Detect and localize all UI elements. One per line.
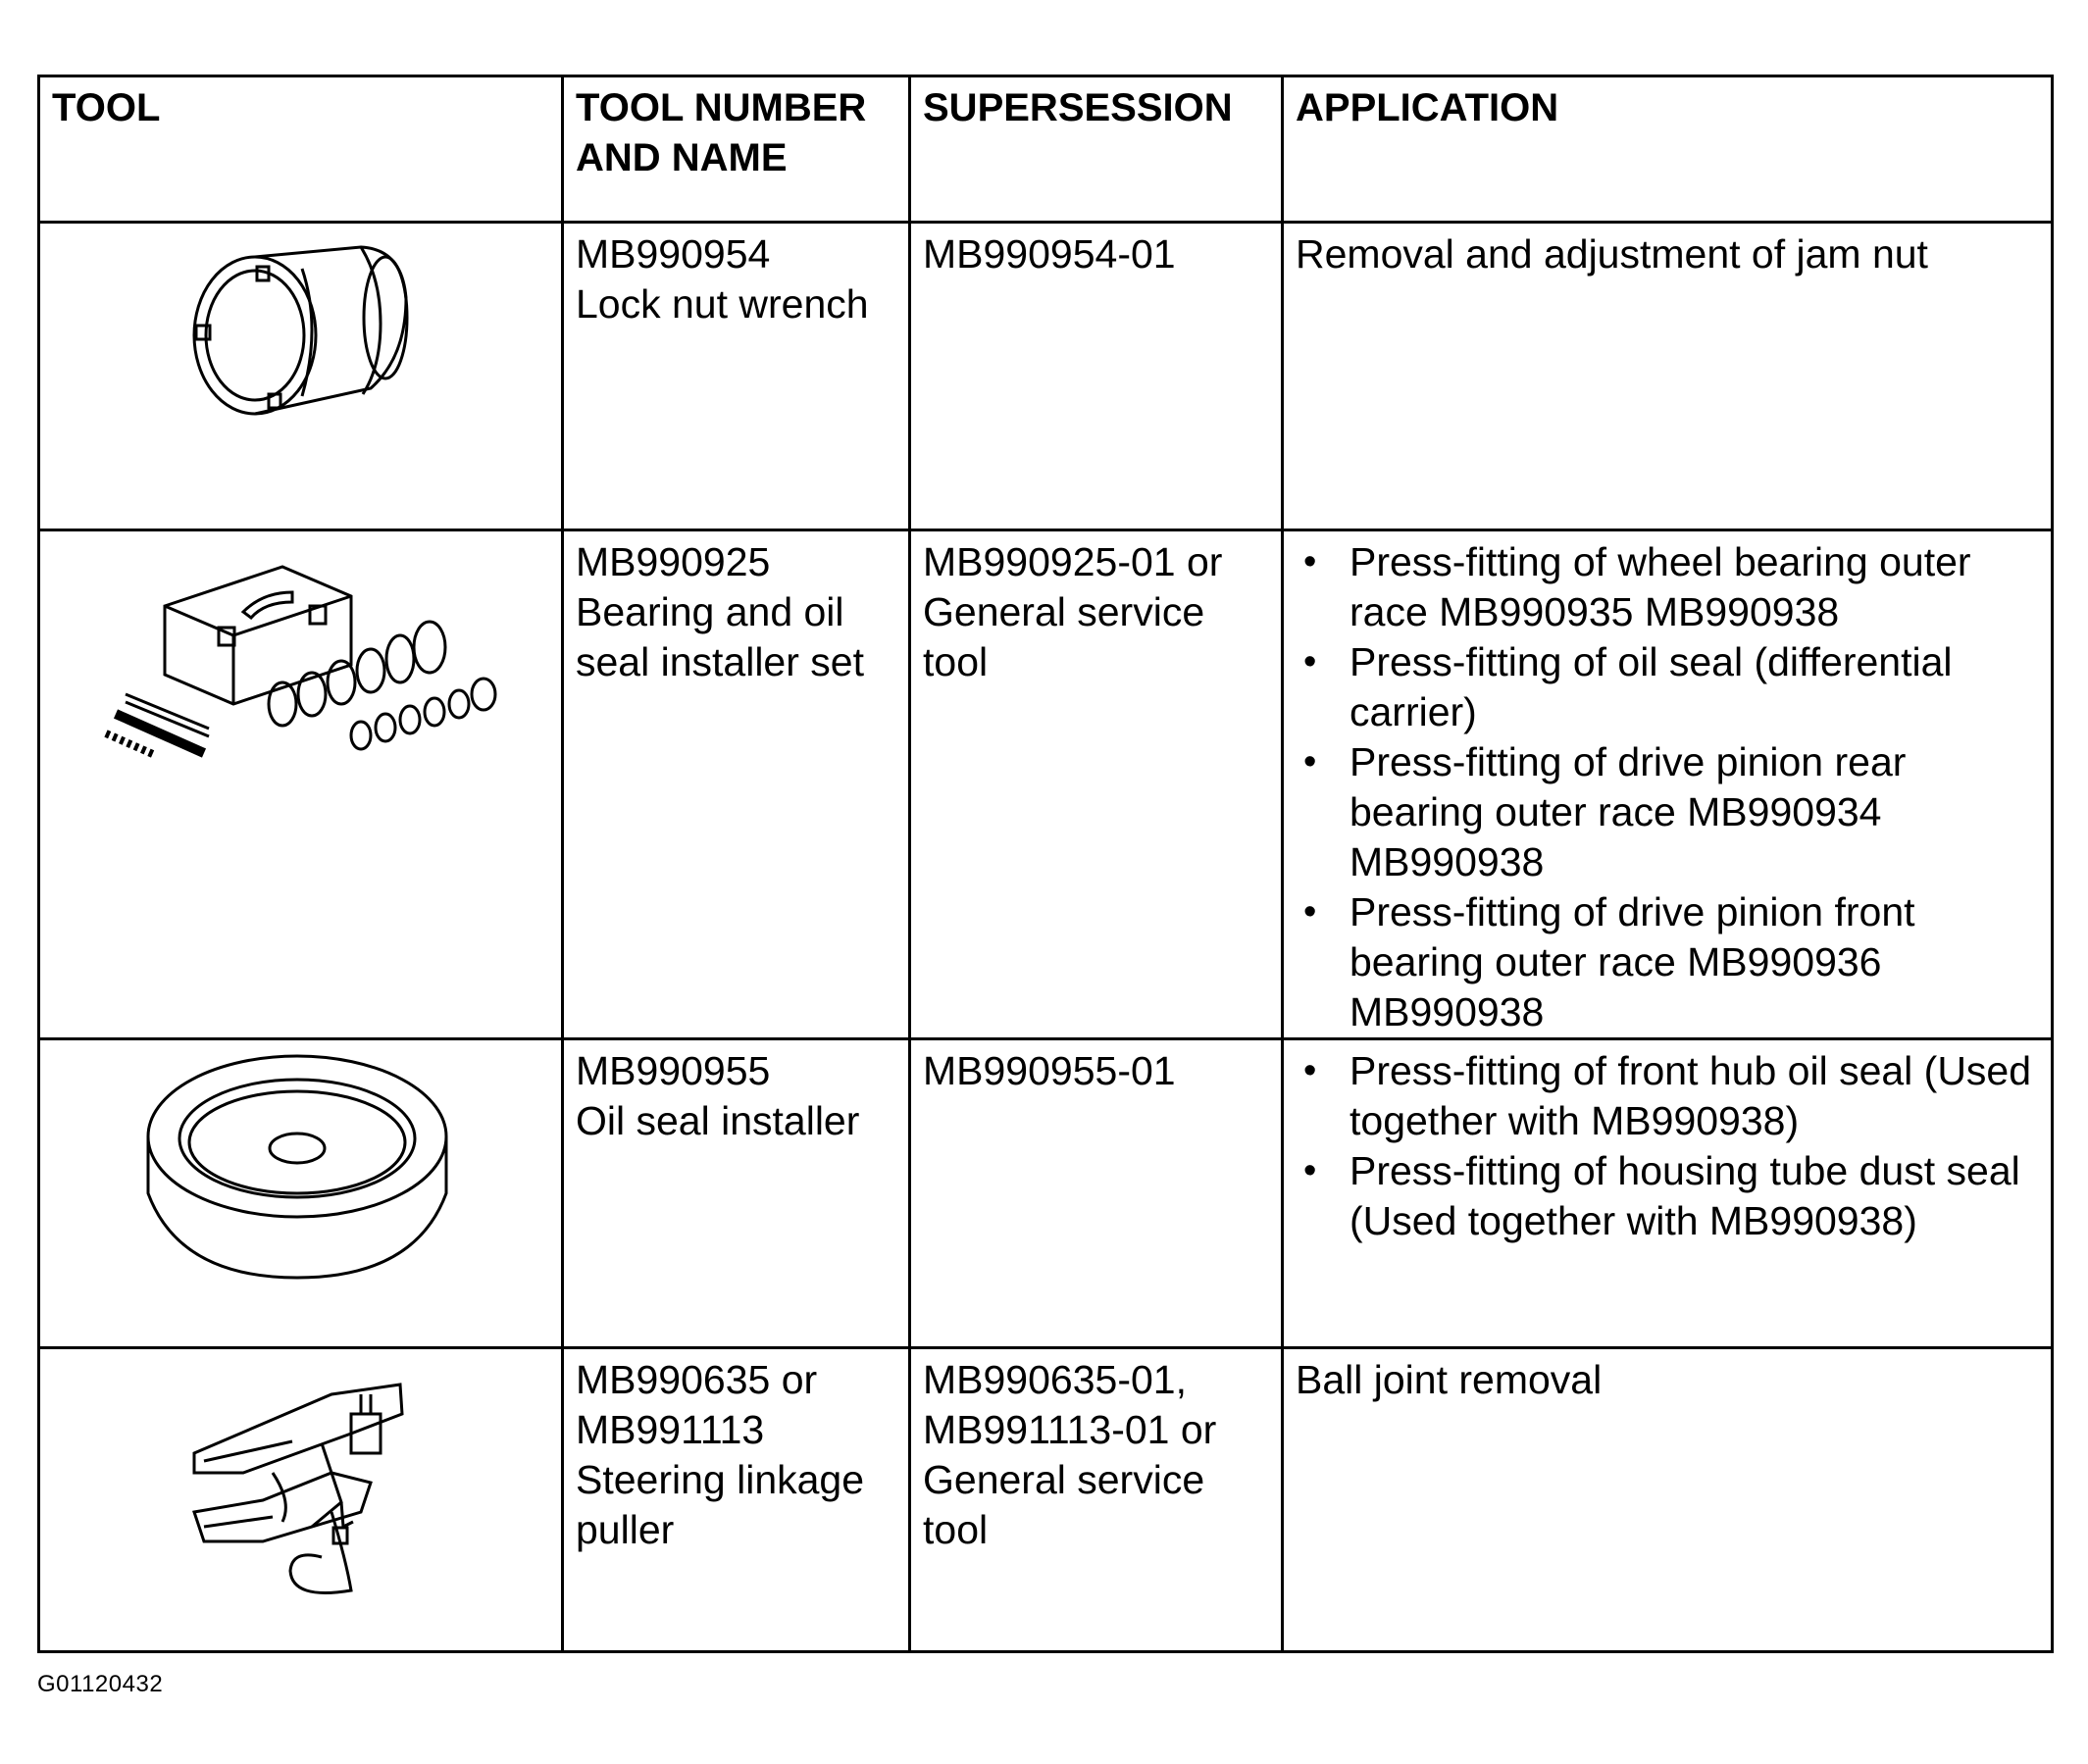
table-row xyxy=(39,1348,2053,1652)
supersession-line: tool xyxy=(923,639,989,684)
header-tool-number-and-name: TOOL NUMBER AND NAME xyxy=(563,76,910,223)
tool-illustration-cell xyxy=(39,530,563,1039)
tool-name: Lock nut wrench xyxy=(576,281,869,327)
application-item: • Press-fitting of front hub oil seal (Used together with MB990938) xyxy=(1296,1046,2041,1146)
tool-number-cell xyxy=(563,1348,910,1652)
supersession-line: General service xyxy=(923,1457,1205,1502)
supersession-line: MB990925-01 or xyxy=(923,539,1223,584)
supersession-cell xyxy=(910,530,1283,1039)
tool-number: MB990925 xyxy=(576,539,771,584)
tool-number: MB990635 or xyxy=(576,1357,818,1402)
tool-name: Oil seal installer xyxy=(576,1098,860,1143)
application-text: Ball joint removal xyxy=(1296,1357,1603,1402)
tool-number: MB990955 xyxy=(576,1048,771,1093)
tool-number-cell xyxy=(563,530,910,1039)
supersession-cell xyxy=(910,1039,1283,1348)
tool-number: MB990954 xyxy=(576,231,771,277)
application-item: • Press-fitting of oil seal (differential carrier) xyxy=(1296,637,2041,737)
tool-number: MB991113 xyxy=(576,1407,765,1452)
oil-seal-installer-illustration xyxy=(140,1046,464,1282)
table-header-row xyxy=(39,76,2053,223)
tool-number-cell xyxy=(563,1039,910,1348)
application-cell xyxy=(1283,223,2053,530)
figure-id: G01120432 xyxy=(37,1671,164,1697)
application-item: • Press-fitting of wheel bearing outer race MB990935 MB990938 xyxy=(1296,537,2041,637)
application-list xyxy=(1296,1046,2041,1246)
lock-nut-wrench-illustration xyxy=(175,229,430,426)
bearing-seal-installer-set-illustration xyxy=(96,537,508,773)
table-row xyxy=(39,1039,2053,1348)
tool-illustration-cell xyxy=(39,1039,563,1348)
tool-illustration-cell xyxy=(39,223,563,530)
application-cell xyxy=(1283,1039,2053,1348)
steering-linkage-puller-illustration xyxy=(175,1355,430,1610)
header-tool: TOOL xyxy=(39,76,563,223)
supersession-cell xyxy=(910,223,1283,530)
supersession-line: MB990635-01, xyxy=(923,1357,1187,1402)
application-cell xyxy=(1283,1348,2053,1652)
application-item: • Press-fitting of housing tube dust seal (Used together with MB990938) xyxy=(1296,1146,2041,1246)
header-supersession: SUPERSESSION xyxy=(910,76,1283,223)
tool-number-cell xyxy=(563,223,910,530)
table-row xyxy=(39,223,2053,530)
application-text: Removal and adjustment of jam nut xyxy=(1296,231,1928,277)
application-item: • Press-fitting of drive pinion rear bearing outer race MB990934 MB990938 xyxy=(1296,737,2041,887)
supersession-line: MB991113-01 or xyxy=(923,1407,1217,1452)
application-list xyxy=(1296,537,2041,1037)
table-row xyxy=(39,530,2053,1039)
header-application: APPLICATION xyxy=(1283,76,2053,223)
tool-illustration-cell xyxy=(39,1348,563,1652)
special-tools-table xyxy=(37,75,2054,1653)
supersession-line: MB990955-01 xyxy=(923,1048,1176,1093)
tool-name: Bearing and oil seal installer set xyxy=(576,589,864,684)
supersession-cell xyxy=(910,1348,1283,1652)
application-item: • Press-fitting of drive pinion front bearing outer race MB990936 MB990938 xyxy=(1296,887,2041,1037)
tool-name: Steering linkage puller xyxy=(576,1457,865,1552)
supersession-line: General service xyxy=(923,589,1205,634)
supersession-line: MB990954-01 xyxy=(923,231,1176,277)
supersession-line: tool xyxy=(923,1507,989,1552)
application-cell xyxy=(1283,530,2053,1039)
